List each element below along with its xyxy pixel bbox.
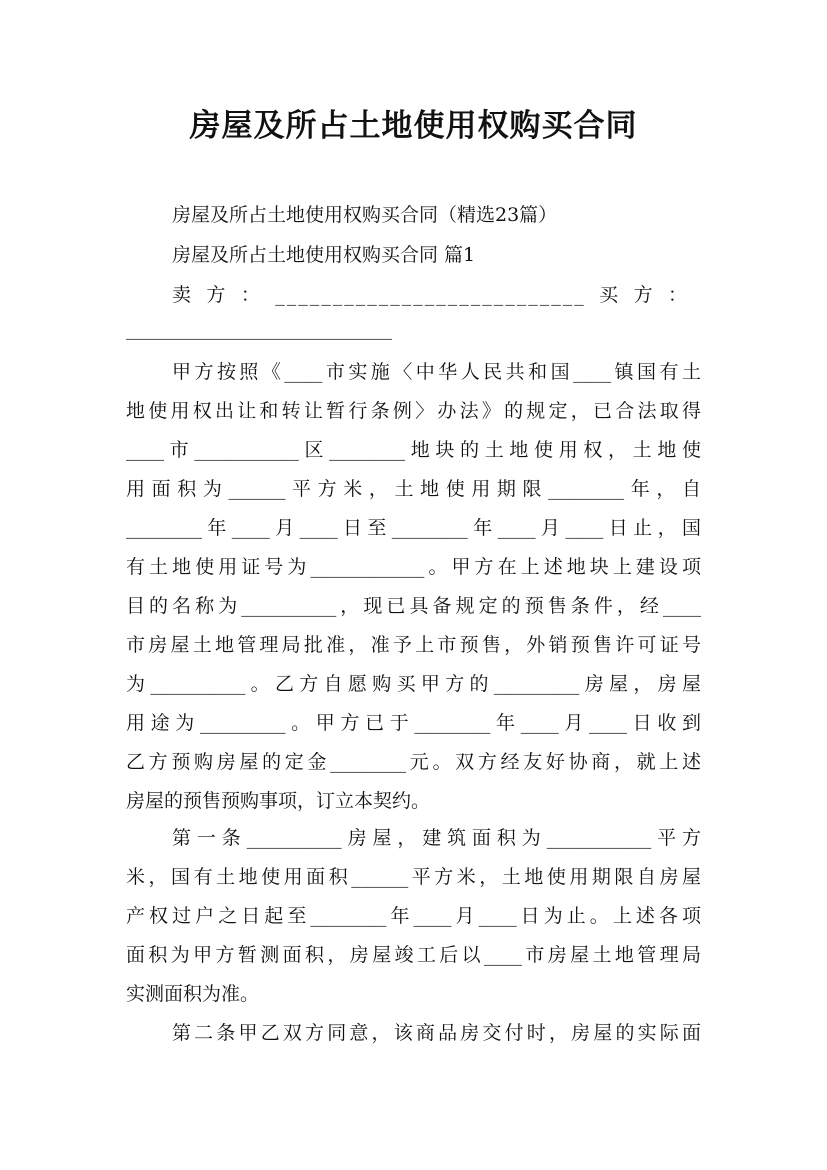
paragraph-1-line: ________年____月____日至________年____月____日止，国 [126, 517, 701, 539]
paragraph-1-line: 乙方预购房屋的定金________元。双方经友好协商，就上述 [126, 751, 701, 773]
paragraph-1-line: 房屋的预售预购事项，订立本契约。 [126, 790, 431, 812]
paragraph-1-line: 甲方按照《____市实施〈中华人民共和国____镇国有土 [172, 361, 701, 383]
paragraph-2-line: 产权过户之日起至________年____月____日为止。上述各项 [126, 905, 701, 927]
paragraph-1-line: 用面积为______平方米，土地使用期限________年，自 [126, 478, 701, 500]
parties-line: 卖方：___________________________买方： [172, 284, 689, 306]
section-heading: 房屋及所占土地使用权购买合同 篇1 [172, 244, 476, 266]
paragraph-1-line: 目的名称为__________，现已具备规定的预售条件，经____ [126, 595, 701, 617]
paragraph-2-line: 实测面积为准。 [126, 983, 260, 1005]
paragraph-1-line: 市房屋土地管理局批准，准予上市预售，外销预售许可证号 [126, 634, 701, 656]
paragraph-1-line: ____市___________区________地块的土地使用权，土地使 [126, 439, 701, 461]
paragraph-1-line: 为__________。乙方自愿购买甲方的_________房屋，房屋 [126, 673, 701, 695]
paragraph-1-line: 地使用权出让和转让暂行条例〉办法》的规定，已合法取得 [126, 400, 701, 422]
document-subtitle: 房屋及所占土地使用权购买合同（精选23篇） [172, 204, 558, 226]
paragraph-2-line: 米，国有土地使用面积______平方米，土地使用期限自房屋 [126, 866, 701, 888]
paragraph-2-line: 面积为甲方暂测面积，房屋竣工后以____市房屋土地管理局 [126, 944, 701, 966]
paragraph-1-line: 用途为_________。甲方已于________年____月____日收到 [126, 712, 701, 734]
document-title: 房屋及所占土地使用权购买合同 [189, 108, 638, 144]
paragraph-2-line: 第一条__________房屋，建筑面积为___________平方 [172, 827, 701, 849]
paragraph-3-line: 第二条甲乙双方同意，该商品房交付时，房屋的实际面 [172, 1022, 701, 1044]
paragraph-1-line: 有土地使用证号为____________。甲方在上述地块上建设项 [126, 556, 701, 578]
parties-line-continued: ____________________________ [126, 318, 392, 340]
